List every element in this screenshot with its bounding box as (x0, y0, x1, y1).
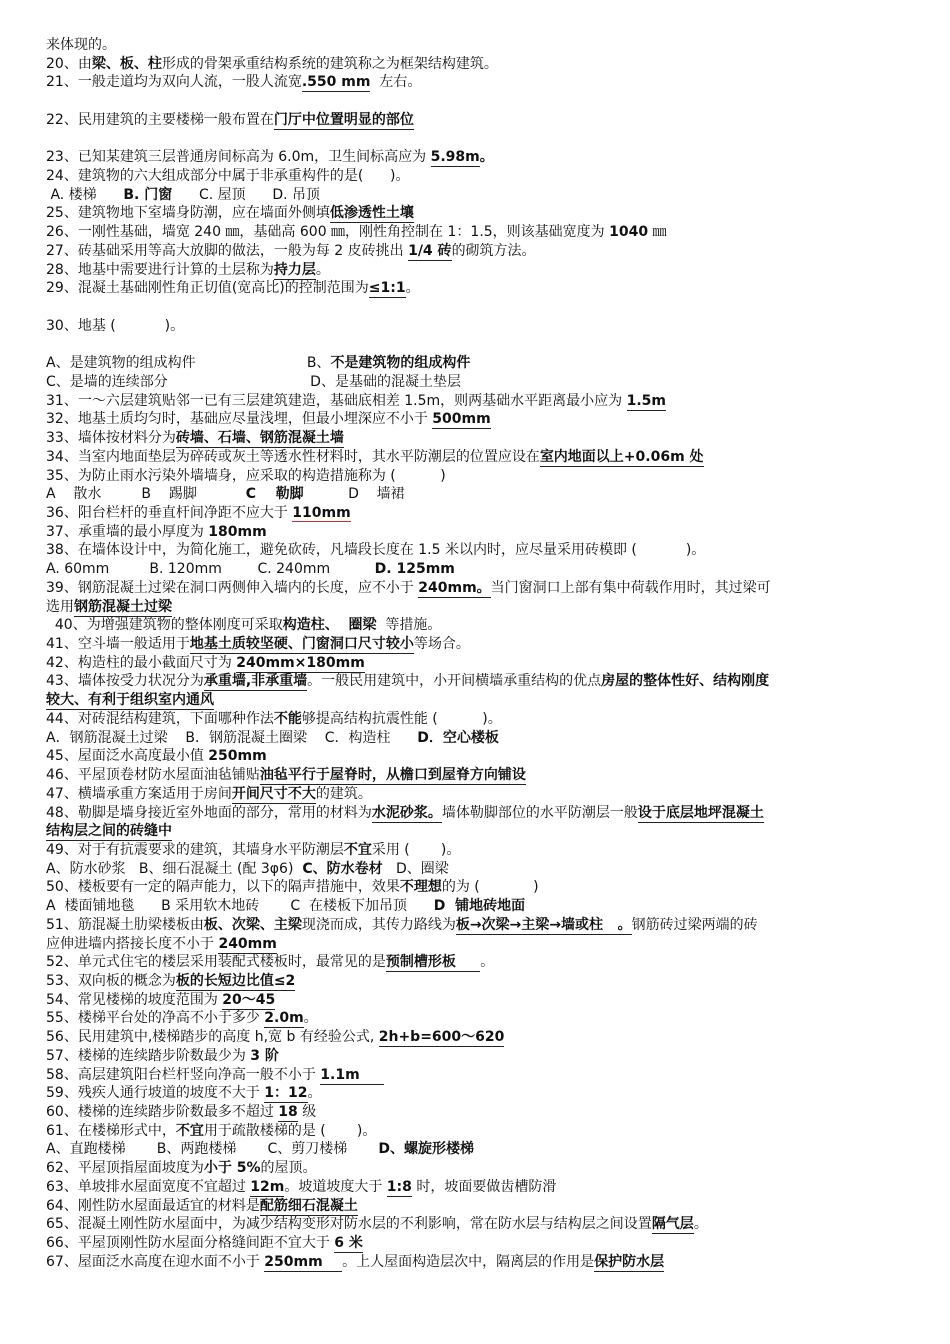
answer-text: 较大、有利于组织室内通风 (46, 692, 214, 709)
text-line (46, 822, 926, 841)
text-run: 。上人屋面构造层次中，隔离层的作用是 (342, 1253, 595, 1270)
text-line (46, 804, 926, 823)
text-line (46, 204, 926, 223)
text-run: 时，坡面要做齿槽防滑 (411, 1178, 557, 1195)
answer-text: 保护防水层 (594, 1253, 665, 1270)
answer-text: 门厅中位置明显的部位 (273, 111, 414, 128)
text-line (46, 1028, 926, 1047)
answer-text: 。 (479, 149, 494, 166)
answer-text: 不宜 (343, 841, 372, 858)
text-line (46, 392, 926, 411)
text-run: 46、平屋顶卷材防水屋面油毡铺贴 (46, 767, 260, 784)
answer-text: 250mm (208, 748, 267, 765)
answer-text: C、防水卷材 (302, 860, 383, 877)
text-run: 52、单元式住宅的楼层采用装配式楼板时，最常见的是 (46, 954, 386, 971)
text-line (46, 448, 926, 467)
text-run: 等措施。 (376, 617, 442, 634)
text-line (46, 691, 926, 710)
text-line (46, 467, 926, 486)
text-line (46, 1253, 926, 1272)
text-run: 67、屋面泛水高度在迎水面不小于 (46, 1253, 265, 1270)
text-line (46, 1159, 926, 1178)
text-run: 。 (693, 1216, 708, 1233)
text-run: 62、平屋顶指屋面坡度为 (46, 1160, 204, 1177)
text-run: 28、地基中需要进行计算的土层称为 (46, 261, 274, 278)
text-run: 35、为防止雨水污染外墙墙身，应采取的构造措施称为 ( ) (46, 467, 446, 484)
answer-text: 5.98m (430, 149, 480, 166)
answer-text: 110mm (292, 505, 351, 521)
text-line (46, 1047, 926, 1066)
text-run: 选用 (46, 598, 74, 615)
text-run: 够提高结构抗震性能 ( )。 (301, 710, 502, 727)
answer-text: 隔气层 (651, 1216, 694, 1233)
text-run: 54、常见楼梯的坡度范围为 (46, 991, 223, 1008)
answer-text: B. 门窗 (123, 186, 173, 203)
text-run: 。 (405, 280, 420, 297)
text-line (46, 710, 926, 729)
answer-text: .550 mm (301, 74, 371, 91)
text-run: 墙体勒脚部位的水平防潮层一般 (441, 804, 638, 821)
text-line (46, 953, 926, 972)
text-run: 钢筋砖过梁两端的砖 (631, 916, 758, 933)
text-line (46, 935, 926, 954)
answer-text: 水泥砂浆。 (371, 804, 442, 821)
text-line (46, 635, 926, 654)
answer-text: D 铺地砖地面 (433, 898, 526, 915)
text-line (46, 429, 926, 448)
text-line (46, 785, 926, 804)
answer-text: 1.1m (320, 1066, 385, 1083)
text-run: 48、勒脚是墙身接近室外地面的部分，常用的材料为 (46, 804, 372, 821)
answer-text: 梁、板、柱 (91, 55, 162, 72)
text-run: 等场合。 (413, 636, 470, 653)
text-run: A 散水 B 踢脚 (46, 486, 246, 503)
text-run: 34、当室内地面垫层为碎砖或灰土等透水性材料时，其水平防潮层的位置应设在 (46, 448, 540, 465)
text-run: 32、地基土质均匀时，基础应尽量浅埋，但最小埋深应不小于 (46, 411, 433, 428)
text-line (46, 616, 926, 635)
answer-text: 开间尺寸不大 (231, 785, 316, 802)
answer-text: 3 阶 (250, 1047, 279, 1064)
text-run: 39、钢筋混凝土过梁在洞口两侧伸入墙内的长度，应不小于 (46, 579, 419, 596)
text-line (46, 223, 926, 242)
text-line (46, 373, 926, 392)
text-run: ㎜ (648, 224, 667, 241)
text-run: A、是建筑物的组成构件 B、 (46, 355, 331, 372)
answer-text: 板的长短边比值≤2 (175, 973, 296, 989)
text-line (46, 92, 926, 111)
text-line (46, 1234, 926, 1253)
answer-text: 2h+b=600～620 (378, 1029, 505, 1046)
text-line (46, 878, 926, 897)
answer-text: 240mm。 (418, 579, 491, 596)
text-run: 的屋顶。 (260, 1160, 317, 1177)
answer-text: 250mm (264, 1253, 343, 1270)
text-run: 61、在楼梯形式中， (46, 1122, 176, 1139)
text-line (46, 410, 926, 429)
answer-text: 500mm (432, 411, 491, 428)
answer-text: 不能 (273, 710, 302, 727)
text-run: 65、混凝土刚性防水屋面中，为减少结构变形对防水层的不利影响，常在防水层与结构层之间设置 (46, 1216, 652, 1233)
text-line (46, 1122, 926, 1141)
text-run: 57、楼梯的连续踏步阶数最少为 (46, 1047, 251, 1064)
text-line (46, 1215, 926, 1234)
text-line (46, 298, 926, 317)
answer-text: 1/4 砖 (408, 242, 452, 259)
answer-text: 砖墙、石墙、钢筋混凝土墙 (175, 430, 344, 447)
text-line (46, 336, 926, 355)
text-run: 44、对砖混结构建筑，下面哪种作法 (46, 710, 274, 727)
text-line (46, 841, 926, 860)
text-line (46, 1197, 926, 1216)
answer-text: 1040 (609, 224, 649, 241)
text-line (46, 1103, 926, 1122)
text-run: 21、一般走道均为双向人流，一股人流宽 (46, 74, 302, 91)
answer-text: 小于 5% (203, 1160, 261, 1177)
text-run: 26、一刚性基础，墙宽 240 ㎜，基础高 600 ㎜，刚性角控制在 1：1.5，则该基础宽度为 (46, 224, 610, 241)
answer-text: 配筋细石混凝土 (259, 1197, 358, 1214)
text-run: A 楼面铺地毯 B 采用软木地砖 C 在楼板下加吊顶 (46, 898, 434, 915)
answer-text: 油毡平行于屋脊时，从檐口到屋脊方向铺设 (259, 767, 526, 784)
text-run: 47、横墙承重方案适用于房间 (46, 785, 232, 802)
answer-text: D、螺旋形楼梯 (378, 1141, 475, 1158)
text-line (46, 729, 926, 748)
text-line (46, 261, 926, 280)
text-run: 采用 ( )。 (371, 841, 461, 858)
text-run: 应伸进墙内搭接长度不小于 (46, 935, 219, 952)
text-run: 66、平屋顶刚性防水屋面分格缝间距不宜大于 (46, 1235, 335, 1252)
text-run: 24、建筑物的六大组成部分中属于非承重构件的是( )。 (46, 168, 410, 185)
text-run: 级 (297, 1104, 317, 1121)
answer-text: 20～45 (222, 991, 276, 1008)
answer-text: 12m (250, 1178, 285, 1195)
text-line (46, 523, 926, 542)
text-run: D 墙裙 (303, 486, 405, 503)
answer-text: 18 (278, 1104, 298, 1121)
answer-text: 不是建筑物的组成构件 (330, 355, 471, 372)
text-line (46, 485, 926, 504)
answer-text: 室内地面以上+0.06m 处 (539, 448, 704, 465)
text-line (46, 541, 926, 560)
text-line (46, 672, 926, 691)
text-run: 27、砖基础采用等高大放脚的做法，一般为每 2 皮砖挑出 (46, 242, 409, 259)
text-line (46, 36, 926, 55)
answer-text: 不理想 (399, 879, 442, 896)
text-run: 63、单坡排水屋面宽度不宜超过 (46, 1178, 251, 1195)
text-line (46, 354, 926, 373)
answer-text: 240mm×180mm (236, 654, 365, 671)
answer-text: 构造柱、 圈梁 (282, 617, 377, 634)
text-run: 31、一～六层建筑贴邻一已有三层建筑建造，基础底相差 1.5m，则两基础水平距离最小应为 (46, 392, 627, 409)
text-line (46, 167, 926, 186)
text-run: A．钢筋混凝土过梁 B．钢筋混凝土圈梁 C．构造柱 (46, 729, 418, 746)
text-run: 58、高层建筑阳台栏杆竖向净高一般不小于 (46, 1066, 321, 1083)
text-line (46, 279, 926, 298)
text-run: 29、混凝土基础刚性角正切值(宽高比)的控制范围为 (46, 280, 369, 297)
text-line (46, 860, 926, 879)
text-run: 现浇而成，其传力路线为 (301, 916, 456, 933)
text-run: A. 楼梯 (46, 186, 124, 203)
text-run: 的为 ( ) (441, 879, 539, 896)
answer-text: 板、次梁、主梁 (203, 916, 302, 933)
answer-text: 钢筋混凝土过梁 (74, 598, 172, 615)
text-run: 。 (315, 261, 330, 278)
text-run: A、防水砂浆 B、细石混凝土 (配 3φ6) (46, 860, 303, 877)
text-run: 。 (307, 1085, 322, 1102)
text-line (46, 186, 926, 205)
text-run: 来体现的。 (46, 37, 116, 53)
text-run: 37、承重墙的最小厚度为 (46, 523, 209, 540)
text-line (46, 654, 926, 673)
text-run: 。坡道坡度大于 (284, 1178, 387, 1195)
text-line (46, 130, 926, 149)
text-line (46, 1066, 926, 1085)
answer-text: D．空心楼板 (417, 729, 499, 746)
answer-text: 180mm (208, 523, 267, 540)
text-run: 的砌筑方法。 (451, 242, 536, 259)
answer-text: 板→次梁→主梁→墙或柱 。 (455, 916, 632, 933)
answer-text: 持力层 (273, 261, 316, 278)
answer-text: 房屋的整体性好、结构刚度 (601, 673, 770, 690)
text-run: 33、墙体按材料分为 (46, 430, 176, 447)
text-run: 60、楼梯的连续踏步阶数最多不超过 (46, 1104, 279, 1121)
text-line (46, 972, 926, 991)
text-run: 64、刚性防水屋面最适宜的材料是 (46, 1197, 260, 1214)
answer-text: C 勒脚 (245, 486, 304, 503)
text-run: 51、筋混凝土肋梁楼板由 (46, 916, 204, 933)
text-line (46, 897, 926, 916)
answer-text: 承重墙,非承重墙 (203, 673, 308, 690)
text-line (46, 242, 926, 261)
text-line (46, 73, 926, 92)
answer-text: 240mm (218, 935, 277, 952)
text-run: 42、构造柱的最小截面尺寸为 (46, 654, 237, 671)
text-line (46, 504, 926, 523)
text-line (46, 560, 926, 579)
text-run: C、是墙的连续部分 D、是基础的混凝土垫层 (46, 373, 461, 390)
text-run: 用于疏散楼梯的是 ( )。 (203, 1122, 377, 1139)
text-line (46, 598, 926, 617)
text-run: 38、在墙体设计中，为简化施工，避免砍砖，凡墙段长度在 1.5 米以内时，应尽量采用砖模即 ( )。 (46, 542, 706, 559)
text-run: 当门窗洞口上部有集中荷载作用时，其过梁可 (490, 579, 771, 596)
text-run: 40、为增强建筑物的整体刚度可采取 (46, 617, 283, 634)
answer-text: 地基土质较坚硬、门窗洞口尺寸较小 (189, 636, 414, 653)
text-run: 。 (480, 954, 495, 971)
text-run: 36、阳台栏杆的垂直杆间净距不应大于 (46, 505, 293, 521)
text-run: 20、由 (46, 55, 92, 72)
text-line (46, 747, 926, 766)
answer-text: 结构层之间的砖缝中 (46, 823, 172, 840)
answer-text: 1.5m (626, 392, 667, 409)
text-run: 。 (303, 1010, 318, 1027)
answer-text: 2.0m (264, 1010, 304, 1027)
text-line (46, 1084, 926, 1103)
text-run: 23、已知某建筑三层普通房间标高为 6.0m，卫生间标高应为 (46, 149, 431, 166)
text-line (46, 55, 926, 74)
text-run: 50、楼板要有一定的隔声能力，以下的隔声措施中，效果 (46, 879, 400, 896)
text-run: 左右。 (370, 74, 422, 91)
text-run: 的建筑。 (315, 785, 372, 802)
text-run: 形成的骨架承重结构系统的建筑称之为框架结构建筑。 (161, 55, 498, 72)
text-line (46, 991, 926, 1010)
text-run: 56、民用建筑中,楼梯踏步的高度 h,宽 b 有经验公式, (46, 1029, 379, 1046)
text-line (46, 579, 926, 598)
text-run: D、圈梁 (382, 860, 449, 877)
text-run: 。一般民用建筑中，小开间横墙承重结构的优点 (307, 673, 602, 690)
answer-text: 低渗透性土壤 (329, 205, 414, 222)
text-run: 41、空斗墙一般适用于 (46, 636, 190, 653)
text-line (46, 148, 926, 167)
text-line (46, 317, 926, 336)
text-line (46, 766, 926, 785)
text-run: 59、残疾人通行坡道的坡度不大于 (46, 1085, 265, 1102)
answer-text: D. 125mm (374, 561, 455, 578)
answer-text: 设于底层地坪混凝土 (637, 804, 764, 821)
text-run: 49、对于有抗震要求的建筑，其墙身水平防潮层 (46, 841, 344, 858)
text-run: A. 60mm B. 120mm C. 240mm (46, 561, 375, 578)
text-line (46, 916, 926, 935)
text-line (46, 111, 926, 130)
text-run: 25、建筑物地下室墙身防潮，应在墙面外侧填 (46, 205, 330, 222)
answer-text: 1:8 (386, 1178, 412, 1195)
text-run: 30、地基 ( )。 (46, 317, 185, 334)
text-run: 53、双向板的概念为 (46, 973, 176, 989)
text-line (46, 1009, 926, 1028)
answer-text: 6 米 (334, 1235, 363, 1252)
text-run: 55、楼梯平台处的净高不小于多少 (46, 1010, 265, 1027)
text-line (46, 1178, 926, 1197)
text-run: 22、民用建筑的主要楼梯一般布置在 (46, 111, 274, 128)
answer-text: 1：12 (264, 1085, 308, 1102)
answer-text: ≤1:1 (368, 280, 406, 297)
text-run: 45、屋面泛水高度最小值 (46, 748, 209, 765)
answer-text: 预制槽形板 (385, 954, 481, 971)
text-line (46, 1140, 926, 1159)
text-run: C. 屋顶 D. 吊顶 (172, 186, 321, 203)
text-run: 43、墙体按受力状况分为 (46, 673, 204, 690)
answer-text: 不宜 (175, 1122, 204, 1139)
text-run: A、直跑楼梯 B、两跑楼梯 C、剪刀楼梯 (46, 1141, 379, 1158)
